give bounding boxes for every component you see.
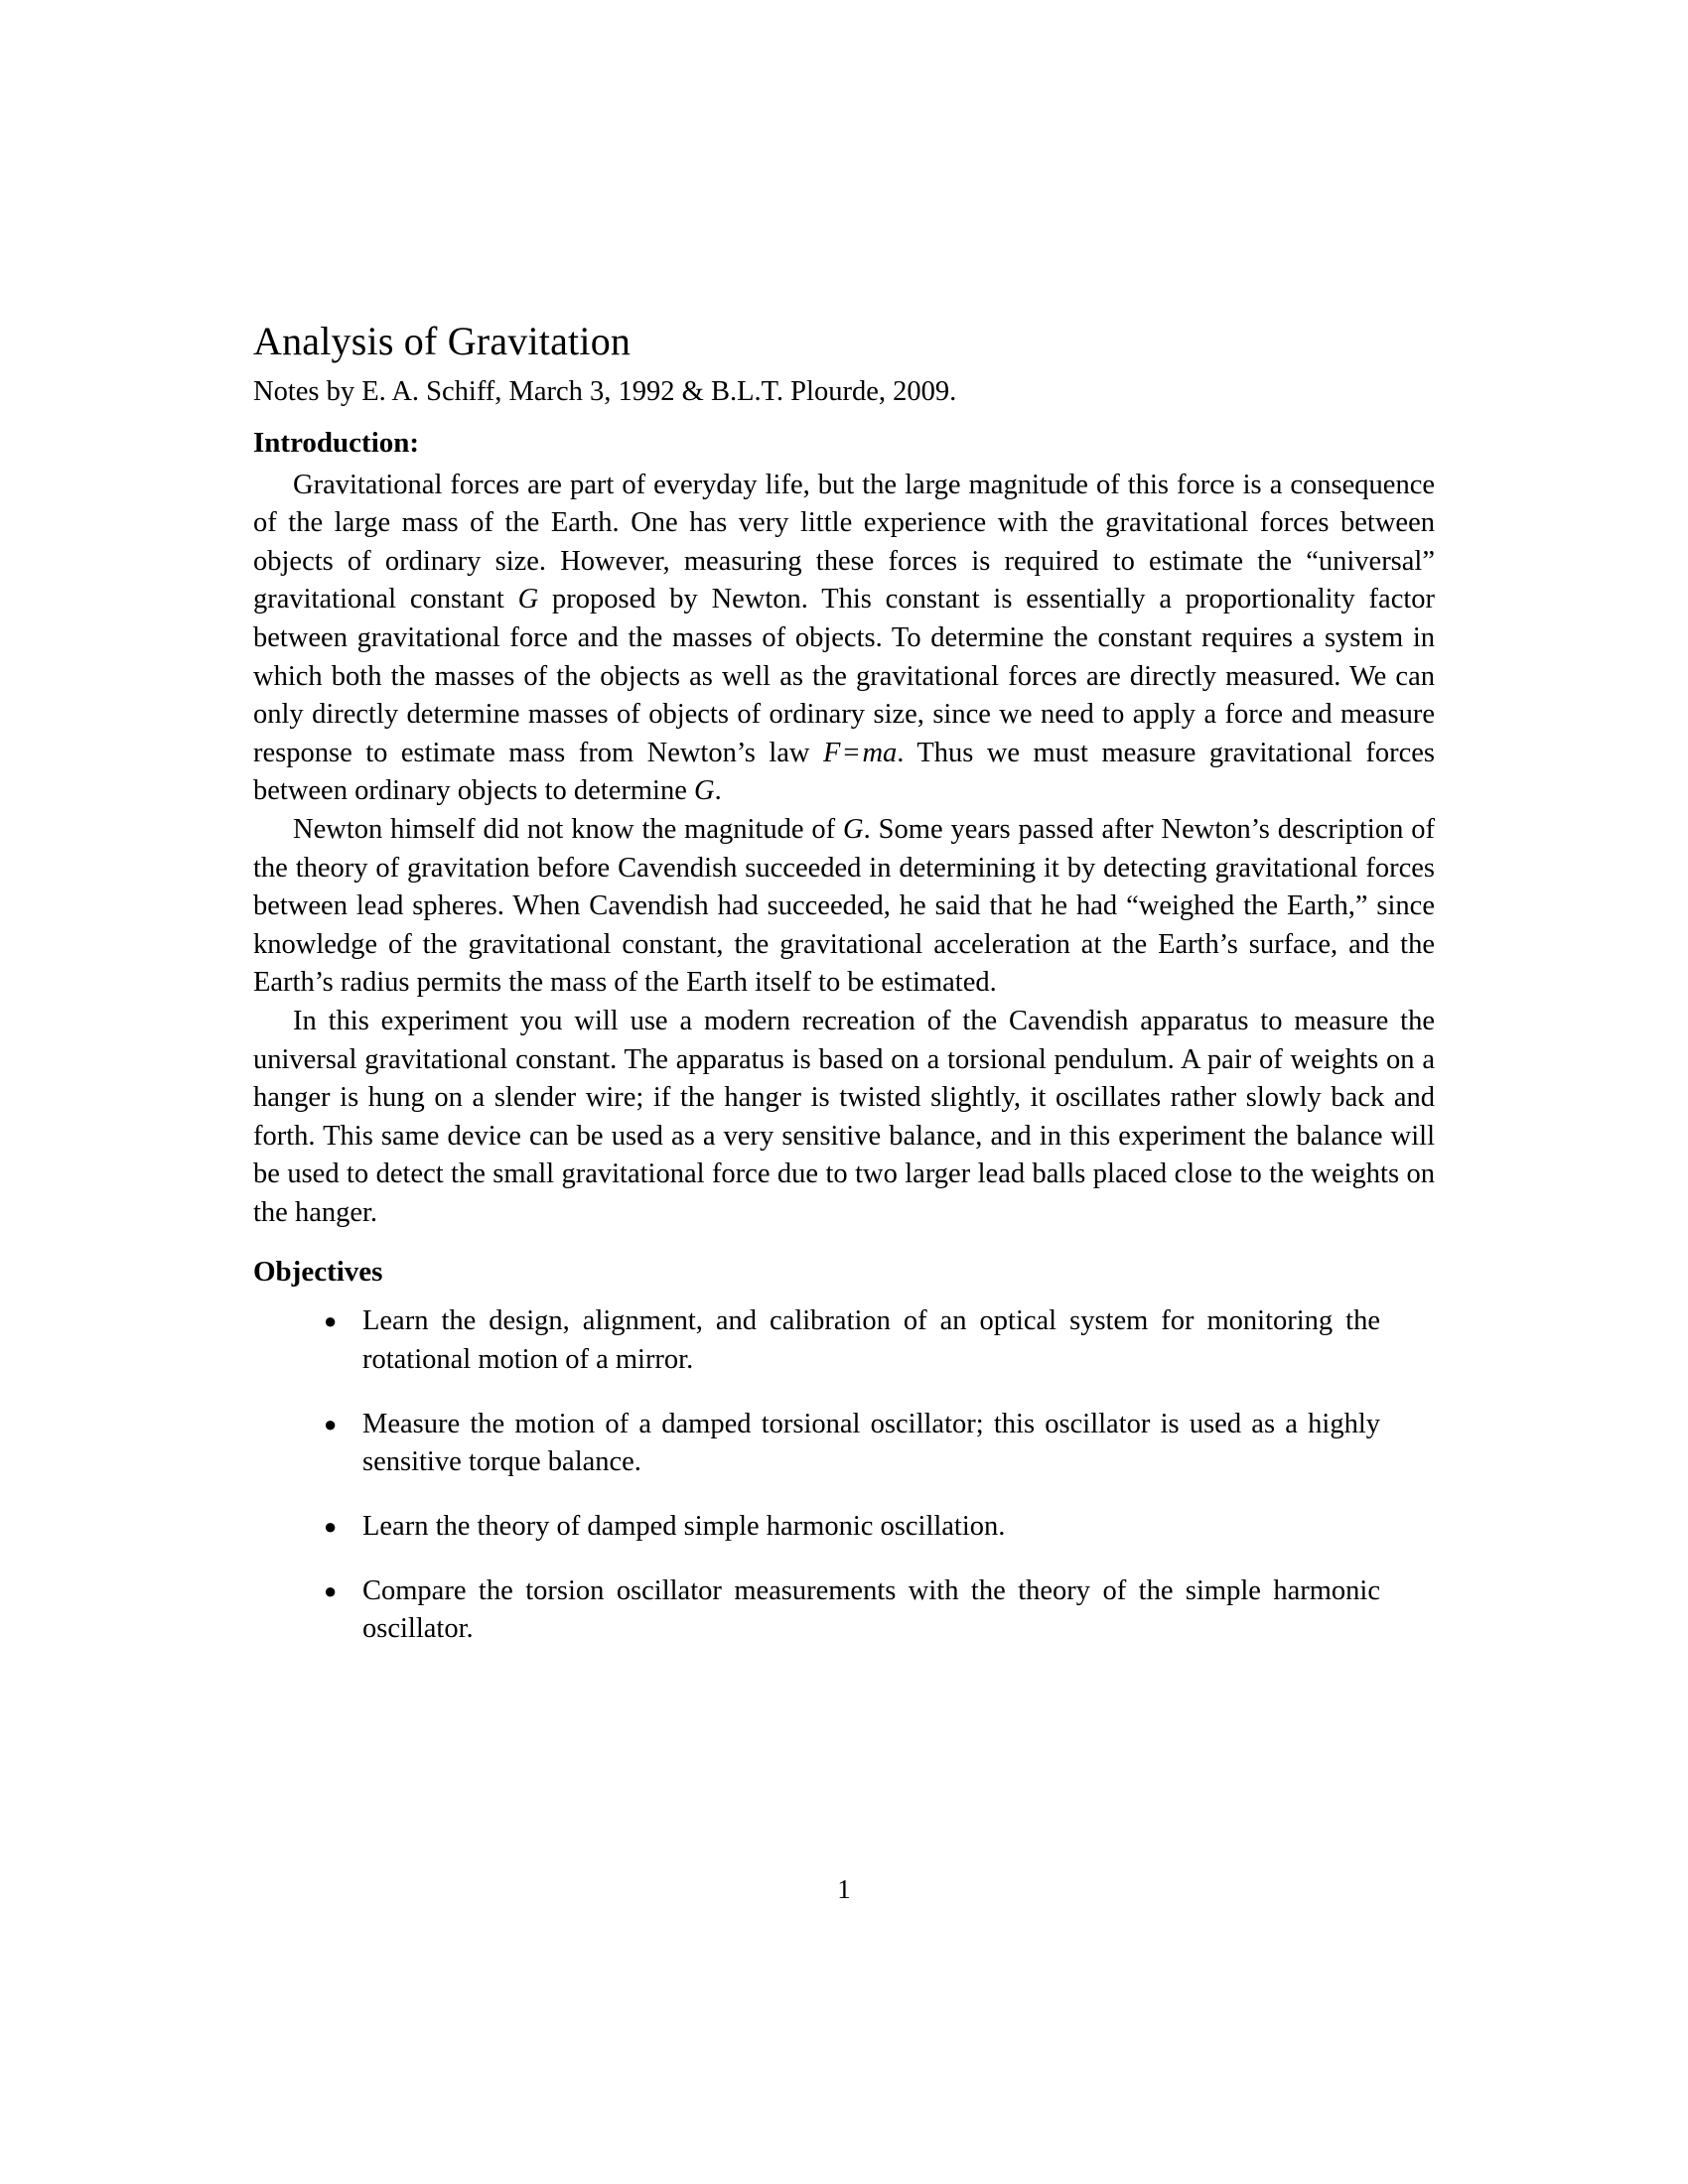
bullet-icon: ● — [324, 1308, 338, 1334]
variable-G-second: G — [693, 775, 715, 807]
list-item — [308, 1406, 1380, 1482]
section-heading-objectives: Objectives — [253, 1255, 383, 1288]
intro-paragraph-3: In this experiment you will use a modern recreation of the Cavendish apparatus to measure the universal gravitational constant. The apparatus is based on a torsional pendulum. A pair of weights on a hanger is hung on a slender wire; if the hanger is twisted slightly, it oscillates rather slowly back and forth. This same device can be used as a very sensitive balance, and in this experiment the balance will be used to detect the small gravitational force due to two larger lead balls placed close to the weights on the hanger. — [253, 1006, 1435, 1229]
document-body — [253, 320, 1435, 1675]
author-byline: Notes by E. A. Schiff, March 3, 1992 & B.L.T. Plourde, 2009. — [253, 375, 957, 407]
list-item — [308, 1508, 1380, 1547]
objectives-list — [253, 1302, 1435, 1648]
math-symbol-equals: = — [843, 737, 860, 768]
intro-p2-text-b: . Some years passed after Newton’s description of the theory of gravitation before Cavendish succeeded in determining it by detecting gravitational forces between lead spheres. When Cavendish had succeeded, he said that he had “weighed the Earth,” since knowledge of the gravitational constant, the gravitational acceleration at the Earth’s surface, and the Earth’s radius permits the mass of the Earth itself to be estimated. — [253, 813, 1435, 999]
intro-p1-text-c: . Thus we must measure gravitational forces between ordinary objects to determine — [253, 737, 1435, 807]
variable-G-third: G — [843, 813, 864, 845]
intro-p1-text-b: proposed by Newton. This constant is essentially a proportionality factor between gravitational force and the masses of objects. To determine the constant requires a system in which both the masses of the objects as well as the gravitational forces are directly measured. We can only directly determine masses of objects of ordinary size, since we need to apply a force and measure response to estimate mass from Newton’s law — [253, 584, 1435, 768]
list-item-text: Learn the theory of damped simple harmonic oscillation. — [362, 1510, 1006, 1542]
section-heading-introduction: Introduction: — [253, 426, 420, 459]
list-item-text: Measure the motion of a damped torsional oscillator; this oscillator is used as a highly sensitive torque balance. — [362, 1408, 1380, 1478]
page-title: Analysis of Gravitation — [253, 319, 632, 363]
equation-newton-second-law — [823, 738, 897, 768]
list-item-text: Learn the design, alignment, and calibration of an optical system for monitoring the rotational motion of a mirror. — [362, 1305, 1380, 1376]
intro-p1-text-d: . — [714, 775, 722, 807]
list-item — [308, 1572, 1380, 1649]
intro-paragraph-1 — [253, 467, 1435, 811]
math-symbol-ma: ma — [862, 737, 898, 768]
math-symbol-F: F — [822, 737, 841, 768]
intro-p1-text-a: Gravitational forces are part of everyday life, but the large magnitude of this force is a consequence of the large mass of the Earth. One has very little experience with the gravitational forces between objects of ordinary size. However, measuring these forces is required to estimate the “universal” gravitational constant — [253, 469, 1435, 615]
intro-paragraph-2 — [253, 811, 1435, 1003]
bullet-icon: ● — [324, 1513, 338, 1539]
intro-p2-text-a: Newton himself did not know the magnitude of — [293, 813, 844, 845]
list-item — [308, 1302, 1380, 1379]
list-item-text: Compare the torsion oscillator measurements with the theory of the simple harmonic oscillator. — [362, 1574, 1380, 1645]
bullet-icon: ● — [324, 1411, 338, 1436]
variable-G: G — [517, 584, 539, 615]
page-number: 1 — [837, 1874, 851, 1904]
bullet-icon: ● — [324, 1577, 338, 1603]
